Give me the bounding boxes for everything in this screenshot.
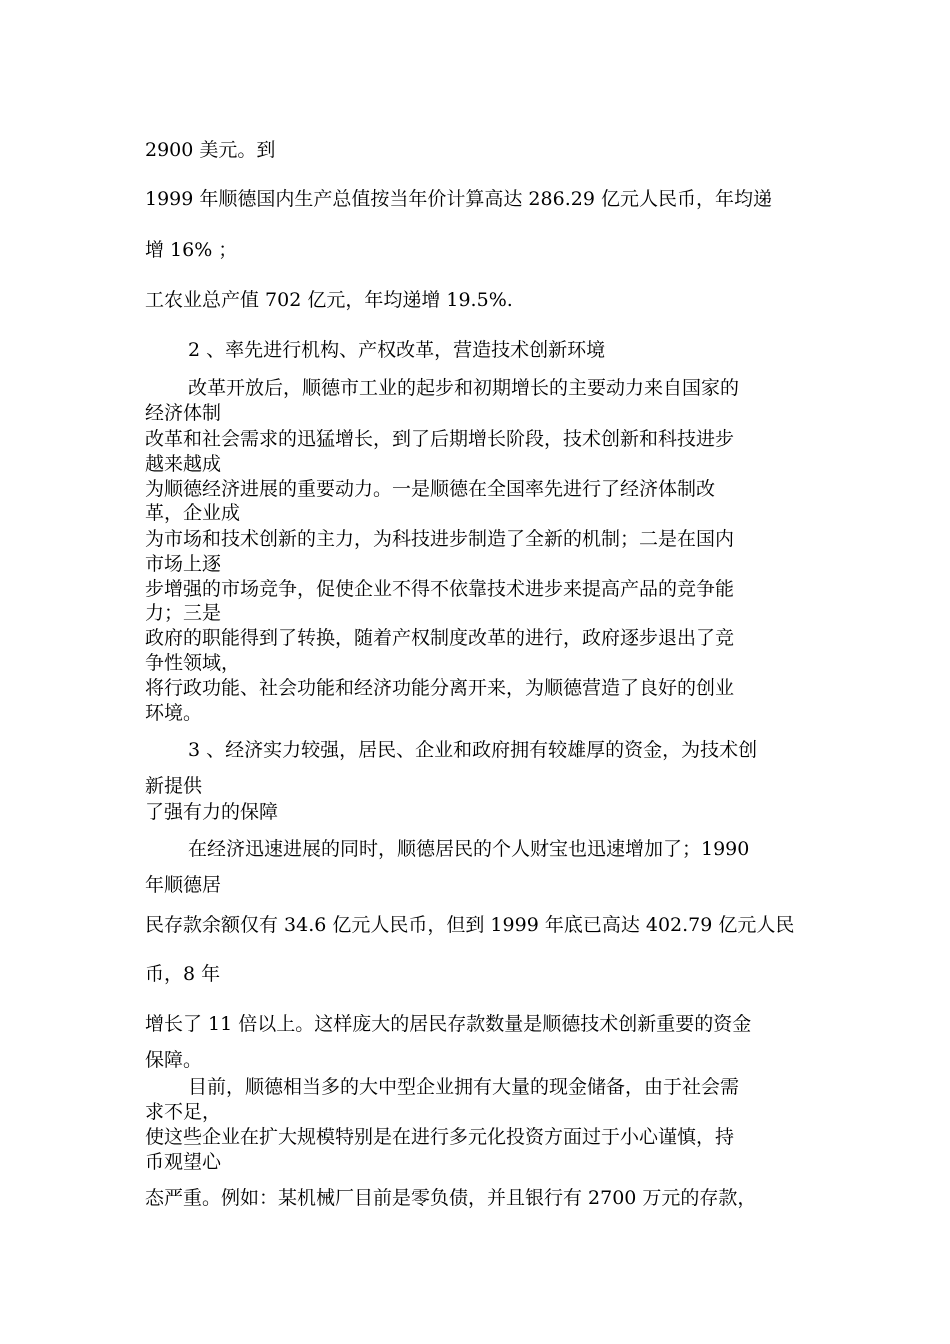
- text-line: 在经济迅速进展的同时，顺德居民的个人财宝也迅速增加了；1990: [188, 838, 750, 860]
- text-line: 政府的职能得到了转换，随着产权制度改革的进行，政府逐步退出了竞: [145, 627, 735, 649]
- text-line: 为顺德经济进展的重要动力。一是顺德在全国率先进行了经济体制改: [145, 478, 716, 500]
- text-line: 力；三是: [145, 602, 222, 624]
- text-line: 争性领域，: [145, 652, 241, 674]
- text-line: 年顺德居: [145, 874, 222, 896]
- text-line: 了强有力的保障: [145, 801, 279, 823]
- section-heading: 3 、经济实力较强，居民、企业和政府拥有较雄厚的资金，为技术创: [188, 739, 758, 761]
- text-line: 民存款余额仅有 34.6 亿元人民币，但到 1999 年底已高达 402.79 亿元人民: [145, 914, 795, 936]
- text-line: 环境。: [145, 702, 203, 724]
- text-line: 经济体制: [145, 402, 222, 424]
- text-line: 1999 年顺德国内生产总值按当年价计算高达 286.29 亿元人民币，年均递: [145, 188, 772, 210]
- text-line: 新提供: [145, 775, 203, 797]
- text-line: 将行政功能、社会功能和经济功能分离开来，为顺德营造了良好的创业: [145, 677, 735, 699]
- text-line: 改革和社会需求的迅猛增长，到了后期增长阶段，技术创新和科技进步: [145, 428, 735, 450]
- text-line: 保障。: [145, 1049, 203, 1071]
- text-line: 改革开放后，顺德市工业的起步和初期增长的主要动力来自国家的: [188, 377, 740, 399]
- text-line: 步增强的市场竞争，促使企业不得不依靠技术进步来提高产品的竞争能: [145, 578, 735, 600]
- text-line: 增长了 11 倍以上。这样庞大的居民存款数量是顺德技术创新重要的资金: [145, 1013, 752, 1035]
- text-line: 求不足，: [145, 1101, 222, 1123]
- text-line: 市场上逐: [145, 553, 222, 575]
- text-line: 币观望心: [145, 1151, 222, 1173]
- text-line: 态严重。例如：某机械厂目前是零负债，并且银行有 2700 万元的存款，: [145, 1187, 757, 1209]
- text-line: 目前，顺德相当多的大中型企业拥有大量的现金储备，由于社会需: [188, 1076, 740, 1098]
- text-line: 增 16% ；: [145, 239, 238, 261]
- text-line: 币，8 年: [145, 963, 221, 985]
- section-heading: 2 、率先进行机构、产权改革，营造技术创新环境: [188, 339, 606, 361]
- text-line: 革，企业成: [145, 502, 241, 524]
- text-line: 越来越成: [145, 453, 222, 475]
- text-line: 为市场和技术创新的主力，为科技进步制造了全新的机制；二是在国内: [145, 528, 735, 550]
- text-line: 2900 美元。到: [145, 139, 276, 161]
- text-line: 工农业总产值 702 亿元，年均递增 19.5%.: [145, 289, 513, 311]
- text-line: 使这些企业在扩大规模特别是在进行多元化投资方面过于小心谨慎，持: [145, 1126, 735, 1148]
